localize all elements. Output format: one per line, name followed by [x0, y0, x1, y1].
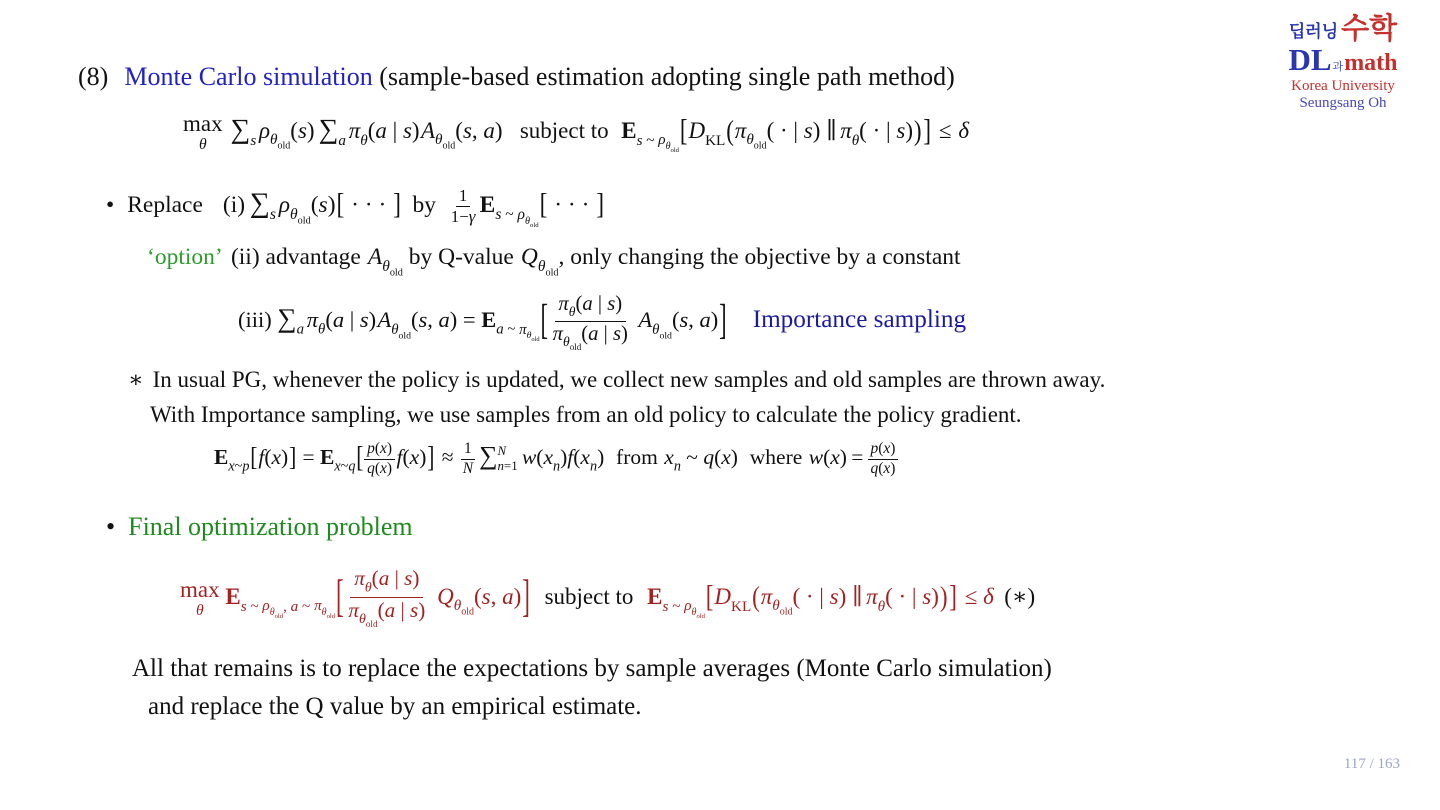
final-optimization-equation: max θ $E_{s \sim \rho_{\theta_{old}}, a \sim \pi_{\theta_{old}}}$[ $\pi_\theta(a$ | s) $\pi_{\theta_{old}}(a$ | s) $Q_{\theta_{old}}(s$, a)] subject to $E_{s \sim \rho_{\theta_{old}}}[D_{KL}(\pi_{\theta_{old}}$( · | s) ∥ $\pi_\theta$( · | s))] ≤ δ (∗) [180, 566, 1036, 630]
replace-equation: Replace (i) $\sum_s$ $\rho_{\theta_{old}}(s)$[ · · · ] by $\frac{1}{1-\gamma}$ $E_{s \sim \rho_{\theta_{old}}}$[ · · · ] [127, 186, 605, 229]
title-rest: (sample-based estimation adopting single path method) [372, 62, 955, 91]
bullet-dot: • [106, 192, 115, 219]
closing-line2: and replace the Q value by an empirical estimate. [148, 693, 642, 720]
logo-dl-text: DL [1288, 42, 1332, 78]
importance-sampling-equation-line: (iii) $\sum_a$ $\pi_\theta(a$ | $s)A_{\theta_{old}}(s$, $a) = E_{a \sim \pi_{\theta_{old}}}$[ $\pi_\theta(a$ | s) $\pi_{\theta_{old}}(a$ | s) $A_{\theta_{old}}(s$, a)] Importance sampling [238, 293, 967, 352]
final-optimization-heading [106, 512, 413, 542]
final-heading-text: Final optimization problem [128, 512, 413, 541]
logo-dlmath-row [1272, 44, 1414, 77]
logo-korean-row [1272, 14, 1414, 44]
logo-math-text: math [1344, 50, 1398, 77]
logo-author: Seungsang Oh [1299, 94, 1387, 111]
pg-note-line1 [128, 362, 1105, 397]
dlmath-logo [1272, 14, 1414, 111]
pg-note-text1: In usual PG, whenever the policy is updated, we collect new samples and old samples are thrown away. [152, 367, 1106, 392]
pg-note [128, 362, 1105, 432]
title-highlight: Monte Carlo simulation [124, 62, 373, 91]
closing-line1: All that remains is to replace the expectations by sample averages (Monte Carlo simulation) [132, 655, 1052, 682]
page-number: 117 / 163 [1343, 756, 1400, 772]
option-line: ‘option’ (ii) advantage $A_{\theta_{old}}by$ Q-value $Q_{\theta_{old}}$, only changing the objective by a constant [147, 244, 961, 279]
asterisk-marker: ∗ [128, 367, 144, 392]
closing-note [132, 650, 1052, 726]
main-constraint-equation: max θ $\sum_s$ $\rho_{\theta_{old}}(s)$ $\sum_a$ $\pi_\theta(a$ | $s)A_{\theta_{old}}(s$, a) subject to $E_{s \sim \rho_{\theta_{old}}}[D_{KL}(\pi_{\theta_{old}}$( · | s) ∥ $\pi_\theta$( · | s))] ≤ δ [183, 111, 970, 154]
title-number: (8) [78, 62, 109, 91]
logo-korean-math: 수학 [1341, 13, 1398, 45]
logo-korean-gwa: 과 [1332, 61, 1344, 74]
bullet-dot: • [106, 512, 116, 541]
slide-title [78, 62, 955, 92]
logo-university: Korea University [1291, 77, 1395, 94]
pg-note-line2: With Importance sampling, we use samples from an old policy to calculate the policy gradient. [150, 402, 1022, 427]
importance-sampling-estimator-equation: $E_{x\sim p}[f(x)] = E_{x\sim q}$[ $\frac{p(x)}{q(x)}$ f(x)] ≈ $\frac{1}{N}$ ∑ N n=1 $w(x_n)f(x_n)$ from $x_n$ ~ q(x) where w(x) = $\frac{p(x)}{q(x)}$ [214, 440, 898, 478]
replace-line [106, 186, 605, 229]
logo-korean-deep-learning: 딥러닝 [1288, 21, 1339, 41]
